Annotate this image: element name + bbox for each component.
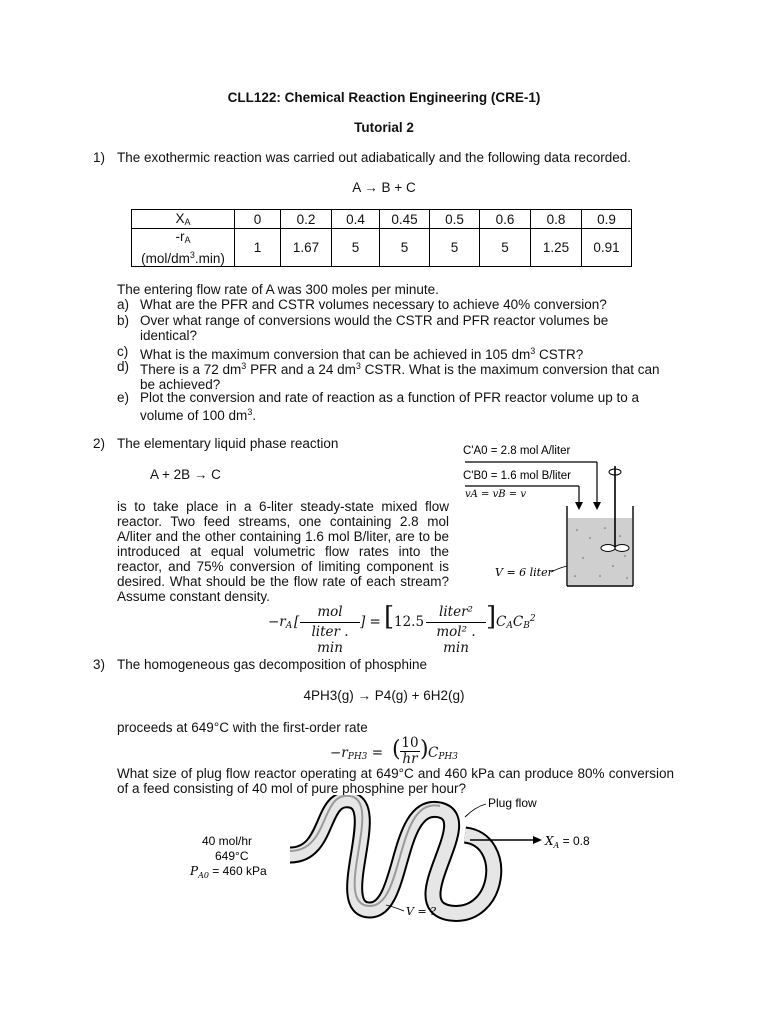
cstr-diagram [455, 438, 635, 588]
q3-intro: The homogeneous gas decomposition of phosphine [117, 657, 427, 672]
impeller-blade [615, 545, 629, 552]
table-cell: 0 [235, 210, 281, 229]
q3-question: What size of plug flow reactor operating at 649°C and 460 kPa can produce 80% conversion of a feed consisting of 40 mol of pure phosphine per hour? [117, 766, 674, 796]
table-cell: 0.4 [332, 210, 380, 229]
table-row-conversion [132, 210, 632, 229]
table-cell: 0.91 [582, 229, 632, 267]
q3-rate-intro: proceeds at 649°C with the first-order rate [117, 720, 368, 735]
cstr-flow-equality: vA = vB = v [465, 489, 526, 500]
arrow-right-icon [533, 836, 542, 844]
course-title: CLL122: Chemical Reaction Engineering (CRE-1) [227, 90, 541, 105]
table-header-rate: $-r_A$ $(mol/dm^3.\min)$ [132, 229, 235, 267]
q3-reaction: 4PH3(g) → P4(g) + 6H2(g) [303, 688, 465, 703]
q1-part-c: What is the maximum conversion that can be achieved in 105 $dm^3$ CSTR? [140, 346, 584, 362]
q1-flow-statement: The entering flow rate of A was 300 moles per minute. [117, 282, 439, 297]
volume-pointer [551, 566, 567, 572]
arrow-down-icon [575, 502, 583, 510]
table-row-rate [132, 229, 632, 267]
q2-rate-law [268, 602, 536, 656]
q1-number: 1) [93, 150, 106, 165]
table-cell: 0.6 [480, 210, 531, 229]
table-header-xa: $X_A$ [132, 210, 235, 229]
q3-rate-law: $-r_{PH3}$ = ( 10 hr ) $C_{PH3}$ [330, 735, 458, 767]
table-cell: 5 [380, 229, 430, 267]
bracket: [ [294, 614, 300, 630]
table-cell: 0.2 [281, 210, 332, 229]
tutorial-title: Tutorial 2 [354, 120, 414, 135]
q1-part-a: What are the PFR and CSTR volumes necessary to achieve 40% conversion? [140, 297, 607, 312]
table-cell: 1.25 [531, 229, 582, 267]
table-cell: 5 [430, 229, 480, 267]
plug-flow-label: Plug flow [488, 796, 537, 810]
arrow-down-icon [593, 502, 601, 510]
q2-number: 2) [93, 436, 106, 451]
pfr-coil-body [290, 800, 494, 914]
table-cell: 0.9 [582, 210, 632, 229]
table-cell: 0.8 [531, 210, 582, 229]
q1-reaction: A → B + C [352, 180, 416, 195]
q1-part-d: There is a 72 $dm^3$ PFR and a 24 $dm^3$ CSTR. What is the maximum conversion that can be achieved? [140, 361, 660, 392]
q2-body: is to take place in a 6-liter steady-state mixed flow reactor. Two feed streams, one containing 2.8 mol A/liter and the other containing 1.6 mol B/liter, are to be introduced at equal volumetric flow rates into the reactor, and 75% conversion of limiting component is desired. What should be the flow rate of each stream? Assume constant density. [117, 499, 449, 604]
q1-part-e: Plot the conversion and rate of reaction as a function of PFR reactor volume up to a volume of 100 $dm^3$. [140, 390, 640, 423]
plug-flow-pointer [465, 804, 486, 817]
q1-data-table [131, 209, 632, 267]
pfr-diagram [180, 795, 620, 925]
unit-denominator: liter . min [311, 624, 349, 656]
table-cell: 0.45 [380, 210, 430, 229]
feed-flow-label: 40 mol/hr [202, 834, 253, 848]
bracket: ] [486, 602, 497, 632]
outlet-conversion-label: $X_A = 0.8$ [545, 834, 590, 850]
q1-part-label: d) [117, 359, 130, 374]
cstr-ca0-label: C'A0 = 2.8 mol A/liter [463, 445, 571, 457]
impeller-blade [601, 545, 615, 552]
rate-lhs: $-r_A$ [268, 614, 293, 631]
q1-part-label: c) [117, 344, 129, 359]
pfr-volume-label: V = ? [406, 905, 437, 918]
q3-number: 3) [93, 657, 106, 672]
table-cell: 5 [332, 229, 380, 267]
q2-reaction: A + 2B → C [150, 467, 221, 482]
unit-numerator: mol [317, 604, 343, 620]
q2-intro: The elementary liquid phase reaction [117, 436, 339, 451]
table-cell: 5 [480, 229, 531, 267]
q1-part-b: Over what range of conversions would the CSTR and PFR reactor volumes be identical? [140, 313, 609, 343]
q1-part-label: a) [117, 297, 130, 312]
q1-part-label: e) [117, 390, 130, 405]
cstr-cb0-label: C'B0 = 1.6 mol B/liter [463, 470, 571, 482]
q1-part-label: b) [117, 313, 130, 328]
rate-coefficient: 12.5 [394, 614, 425, 630]
feed-pressure-label: $P_{A0} = 460$ kPa [190, 864, 267, 880]
q1-intro: The exothermic reaction was carried out adiabatically and the following data recorded. [117, 150, 632, 165]
bracket: [ [384, 602, 395, 632]
feed-temp-label: 649°C [215, 849, 249, 863]
bracket: ] = [360, 614, 381, 630]
table-cell: 1 [235, 229, 281, 267]
k-unit-denominator: mol² . min [436, 624, 476, 656]
cstr-volume-label: V = 6 liter [495, 566, 553, 579]
table-cell: 1.67 [281, 229, 332, 267]
rate-concentration: $C_AC_B^2$ [496, 614, 536, 631]
k-unit-numerator: liter² [439, 604, 473, 620]
table-cell: 0.5 [430, 210, 480, 229]
